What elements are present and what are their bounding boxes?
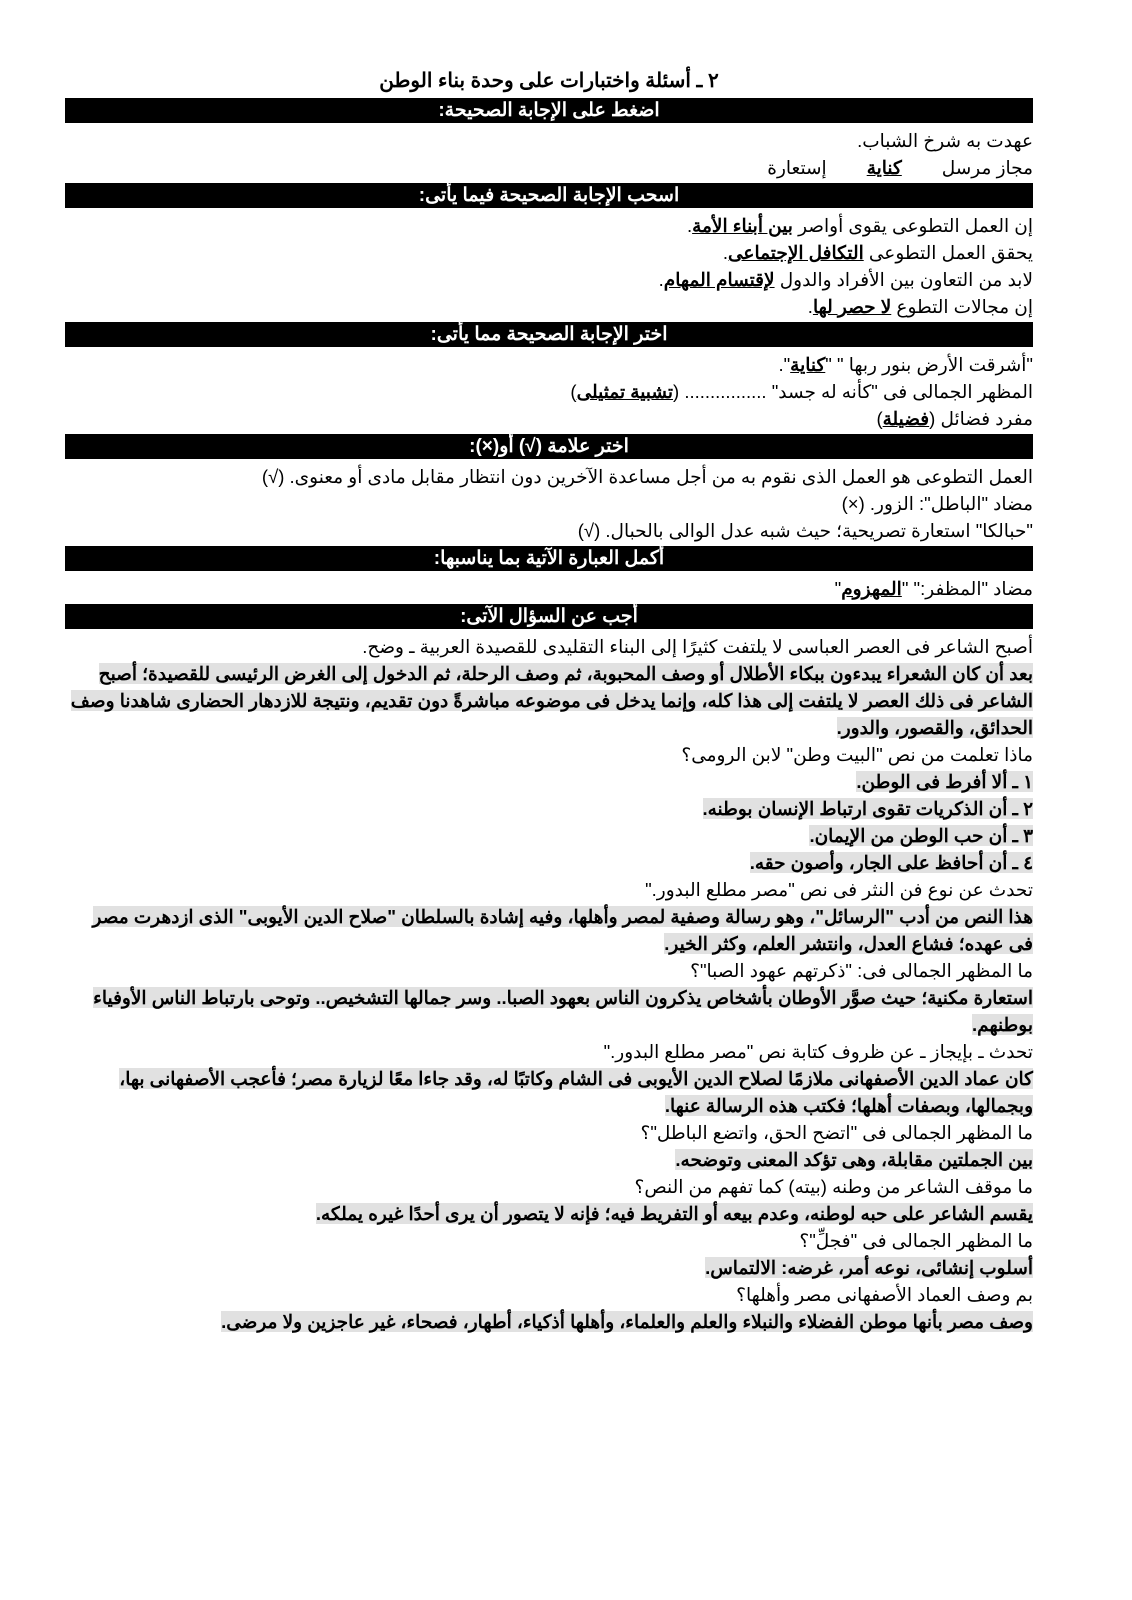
question-text: ". xyxy=(778,354,791,375)
question-text: "أشرقت الأرض بنور ربها " " xyxy=(825,354,1033,375)
highlighted-answer: ٤ ـ أن أحافظ على الجار، وأصون حقه. xyxy=(749,852,1033,873)
question-line xyxy=(65,154,1033,181)
section-header: اضغط على الإجابة الصحيحة: xyxy=(65,98,1033,123)
answer-text: التكافل الإجتماعى xyxy=(728,242,864,263)
page-title: ٢ ـ أسئلة واختبارات على وحدة بناء الوطن xyxy=(379,70,719,92)
question-line xyxy=(65,127,1033,154)
question-line xyxy=(65,293,1033,320)
question-line xyxy=(65,876,1033,903)
document-page xyxy=(65,66,1033,1335)
question-line xyxy=(65,212,1033,239)
question-text: مجاز مرسل xyxy=(941,157,1033,178)
question-line xyxy=(65,1200,1033,1227)
answer-text: المهزوم xyxy=(841,578,902,599)
section-header: أكمل العبارة الآتية بما يناسبها: xyxy=(65,546,1033,571)
section-header: اسحب الإجابة الصحيحة فيما يأتى: xyxy=(65,183,1033,208)
highlighted-answer: هذا النص من أدب "الرسائل"، وهو رسالة وصفية لمصر وأهلها، وفيه إشادة بالسلطان "صلاح الدين الأيوبى" الذى ازدهرت مصر فى عهده؛ فشاع العدل، وانتشر العلم، وكثر الخير. xyxy=(92,906,1033,954)
question-line xyxy=(65,768,1033,795)
question-text: بم وصف العماد الأصفهانى مصر وأهلها؟ xyxy=(736,1284,1033,1305)
section-header: اختر علامة (√) أو(×): xyxy=(65,434,1033,459)
answer-text: لإقتسام المهام xyxy=(663,269,775,290)
question-line xyxy=(65,957,1033,984)
question-line xyxy=(65,378,1033,405)
question-line xyxy=(65,633,1033,660)
question-text: ما موقف الشاعر من وطنه (بيته) كما تفهم من النص؟ xyxy=(634,1176,1033,1197)
question-line xyxy=(65,1227,1033,1254)
question-text: " xyxy=(834,578,842,599)
question-text: . xyxy=(686,215,693,236)
answer-text: لا حصر لها xyxy=(812,296,892,317)
question-line xyxy=(65,1281,1033,1308)
question-text: إستعارة xyxy=(767,157,827,178)
question-text: يحقق العمل التطوعى xyxy=(863,242,1033,263)
question-line xyxy=(65,1146,1033,1173)
question-line xyxy=(65,1038,1033,1065)
question-line xyxy=(65,1308,1033,1335)
question-line xyxy=(65,822,1033,849)
question-text: ماذا تعلمت من نص "البيت وطن" لابن الرومى؟ xyxy=(681,744,1033,765)
question-text: . xyxy=(722,242,729,263)
highlighted-answer: وصف مصر بأنها موطن الفضلاء والنبلاء والعلم والعلماء، وأهلها أذكياء، أطهار، فصحاء، غير عاجزين ولا مرضى. xyxy=(221,1311,1033,1332)
question-text: "حبالكا" استعارة تصريحية؛ حيث شبه عدل الوالى بالحبال. (√) xyxy=(577,520,1033,541)
highlighted-answer: ١ ـ ألا أفرط فى الوطن. xyxy=(856,771,1033,792)
question-text: ما المظهر الجمالى فى "فجلِّ"؟ xyxy=(799,1230,1033,1251)
question-line xyxy=(65,266,1033,293)
highlighted-answer: ٣ ـ أن حب الوطن من الإيمان. xyxy=(809,825,1033,846)
highlighted-answer: بين الجملتين مقابلة، وهى تؤكد المعنى وتوضحه. xyxy=(675,1149,1033,1170)
question-line xyxy=(65,849,1033,876)
question-text: . xyxy=(807,296,813,317)
question-text: . xyxy=(658,269,664,290)
question-line xyxy=(65,660,1033,741)
question-text: تحدث عن نوع فن النثر فى نص "مصر مطلع البدور." xyxy=(645,879,1033,900)
question-line xyxy=(65,1173,1033,1200)
question-line xyxy=(65,463,1033,490)
answer-text: بين أبناء الأمة xyxy=(692,215,793,236)
highlighted-answer: كان عماد الدين الأصفهانى ملازمًا لصلاح الدين الأيوبى فى الشام وكاتبًا له، وقد جاءا معًا لزيارة مصر؛ فأعجب الأصفهانى بها، وبجمالها، وبصفات أهلها؛ فكتب هذه الرسالة عنها. xyxy=(119,1068,1033,1116)
section-header: اختر الإجابة الصحيحة مما يأتى: xyxy=(65,322,1033,347)
question-line xyxy=(65,490,1033,517)
highlighted-answer: بعد أن كان الشعراء يبدءون ببكاء الأطلال أو وصف المحبوبة، ثم وصف الرحلة، ثم الدخول إلى الغرض الرئيسى للقصيدة؛ أصبح الشاعر فى ذلك العصر لا يلتفت إلى هذا كله، وإنما يدخل فى موضوعه مباشرةً دون تقديم، ونتيجة للازدهار الحضارى شاهدنا وصف الحدائق، والقصور، والدور. xyxy=(70,663,1033,738)
highlighted-answer: استعارة مكنية؛ حيث صوَّر الأوطان بأشخاص يذكرون الناس بعهود الصبا.. وسر جمالها التشخيص.. وتوحى بارتباط الناس الأوفياء بوطنهم. xyxy=(93,987,1033,1035)
question-line xyxy=(65,795,1033,822)
question-line xyxy=(65,405,1033,432)
answer-text: كناية xyxy=(866,157,902,178)
question-line xyxy=(65,351,1033,378)
question-text: عهدت به شرخ الشباب. xyxy=(857,130,1033,151)
question-line xyxy=(65,1119,1033,1146)
question-line xyxy=(65,903,1033,957)
question-text: مفرد فضائل ( xyxy=(929,408,1033,429)
question-text: لابد من التعاون بين الأفراد والدول xyxy=(774,269,1033,290)
question-text: ) xyxy=(570,381,577,402)
question-text: تحدث ـ بإيجاز ـ عن ظروف كتابة نص "مصر مطلع البدور." xyxy=(603,1041,1033,1062)
question-line xyxy=(65,517,1033,544)
question-line xyxy=(65,575,1033,602)
question-line xyxy=(65,1065,1033,1119)
question-text: ما المظهر الجمالى فى: "ذكرتهم عهود الصبا"؟ xyxy=(690,960,1033,981)
question-text: مضاد "الباطل": الزور. (×) xyxy=(841,493,1033,514)
question-text: مضاد "المظفر:" " xyxy=(901,578,1033,599)
answer-text: كناية xyxy=(790,354,826,375)
question-line xyxy=(65,984,1033,1038)
highlighted-answer: أسلوب إنشائى، نوعه أمر، غرضه: الالتماس. xyxy=(705,1257,1033,1278)
question-line xyxy=(65,741,1033,768)
question-text: إن مجالات التطوع xyxy=(891,296,1033,317)
answer-text: فضيلة xyxy=(882,408,930,429)
highlighted-answer: ٢ ـ أن الذكريات تقوى ارتباط الإنسان بوطنه. xyxy=(702,798,1033,819)
question-line xyxy=(65,1254,1033,1281)
answer-text: تشبية تمثيلى xyxy=(576,381,674,402)
question-text: ) xyxy=(876,408,883,429)
question-text: ما المظهر الجمالى فى "اتضح الحق، واتضع الباطل"؟ xyxy=(640,1122,1033,1143)
question-text: أصبح الشاعر فى العصر العباسى لا يلتفت كثيرًا إلى البناء التقليدى للقصيدة العربية ـ وضح. xyxy=(362,636,1033,657)
section-header: أجب عن السؤال الآتى: xyxy=(65,604,1033,629)
highlighted-answer: يقسم الشاعر على حبه لوطنه، وعدم بيعه أو التفريط فيه؛ فإنه لا يتصور أن يرى أحدًا غيره يملكه. xyxy=(315,1203,1033,1224)
question-text: إن العمل التطوعى يقوى أواصر xyxy=(792,215,1033,236)
question-text: العمل التطوعى هو العمل الذى نقوم به من أجل مساعدة الآخرين دون انتظار مقابل مادى أو معنوى. (√) xyxy=(261,466,1033,487)
question-text: المظهر الجمالى فى "كأنه له جسد" ................ ( xyxy=(673,381,1033,402)
question-line xyxy=(65,239,1033,266)
